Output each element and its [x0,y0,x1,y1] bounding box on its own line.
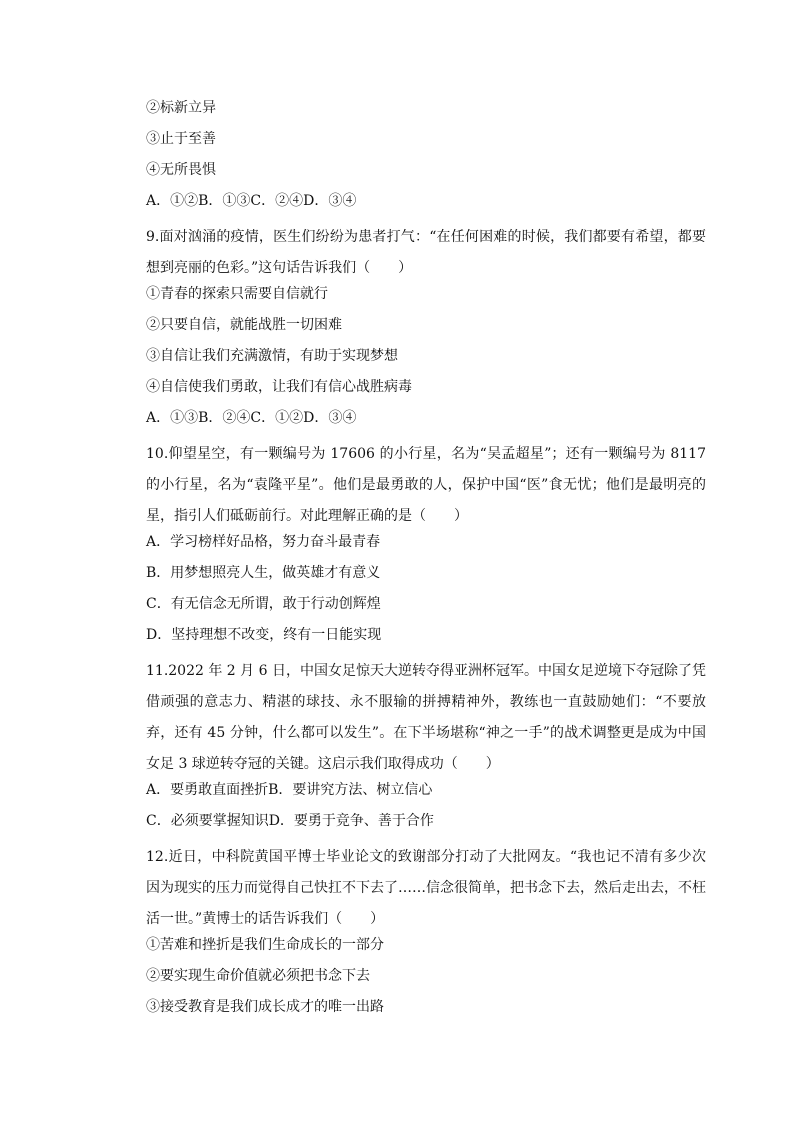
q10-stem: 10.仰望星空，有一颗编号为 17606 的小行星，名为“吴孟超星”；还有一颗编号为 8117 的小行星，名为“袁隆平星”。他们是最勇敢的人，保护中国“医”食无忧；他们是最明亮的星，指引人们砥砺前行。对此理解正确的是（ ） [146,446,706,524]
q10-option-a: A．学习榜样好品格，努力奋斗最青春 [146,534,381,550]
q9-item-4: ④自信使我们勇敢，让我们有信心战胜病毒 [146,379,412,395]
q8-item-3: ③止于至善 [146,131,216,147]
q10-option-b: B．用梦想照亮人生，做英雄才有意义 [146,565,381,581]
q8-answer-options: A．①②B．①③C．②④D．③④ [146,193,357,209]
q12-item-3: ③接受教育是我们成长成才的唯一出路 [146,999,384,1015]
q11-stem: 11.2022 年 2 月 6 日，中国女足惊天大逆转夺得亚洲杯冠军。中国女足逆境下夺冠除了凭借顽强的意志力、精湛的球技、永不服输的拼搏精神外，教练也一直鼓励她们：“不要放弃，还有 45 分钟，什么都可以发生”。在下半场堪称“神之一手”的战术调整更是成为中国女足 3 球逆转夺冠的关键。这启示我们取得成功（ ） [146,663,706,772]
q8-item-4: ④无所畏惧 [146,162,216,178]
q9-stem: 9.面对汹涌的疫情，医生们纷纷为患者打气：“在任何困难的时候，我们都要有希望，都要想到亮丽的色彩。”这句话告诉我们（ ） [146,229,706,276]
q11-options-cd: C．必须要掌握知识D．要勇于竞争、善于合作 [146,813,434,829]
q9-item-3: ③自信让我们充满激情，有助于实现梦想 [146,348,398,364]
q9-item-2: ②只要自信，就能战胜一切困难 [146,317,342,333]
q9-item-1: ①青春的探索只需要自信就行 [146,286,328,302]
q12-stem: 12.近日，中科院黄国平博士毕业论文的致谢部分打动了大批网友。“我也记不清有多少次因为现实的压力而觉得自己快扛不下去了……信念很简单，把书念下去，然后走出去，不枉活一世。”黄博士的话告诉我们（ ） [146,849,706,927]
exam-page [146,98,706,1028]
q12-item-2: ②要实现生命价值就必须把书念下去 [146,968,370,984]
q10-option-d: D．坚持理想不改变，终有一日能实现 [146,627,382,643]
q11-options-ab: A．要勇敢直面挫折B．要讲究方法、树立信心 [146,782,433,798]
q8-item-2: ②标新立异 [146,100,216,116]
q10-option-c: C．有无信念无所谓，敢于行动创辉煌 [146,596,381,612]
q12-item-1: ①苦难和挫折是我们生命成长的一部分 [146,937,384,953]
q9-answer-options: A．①③B．②④C．①②D．③④ [146,410,357,426]
